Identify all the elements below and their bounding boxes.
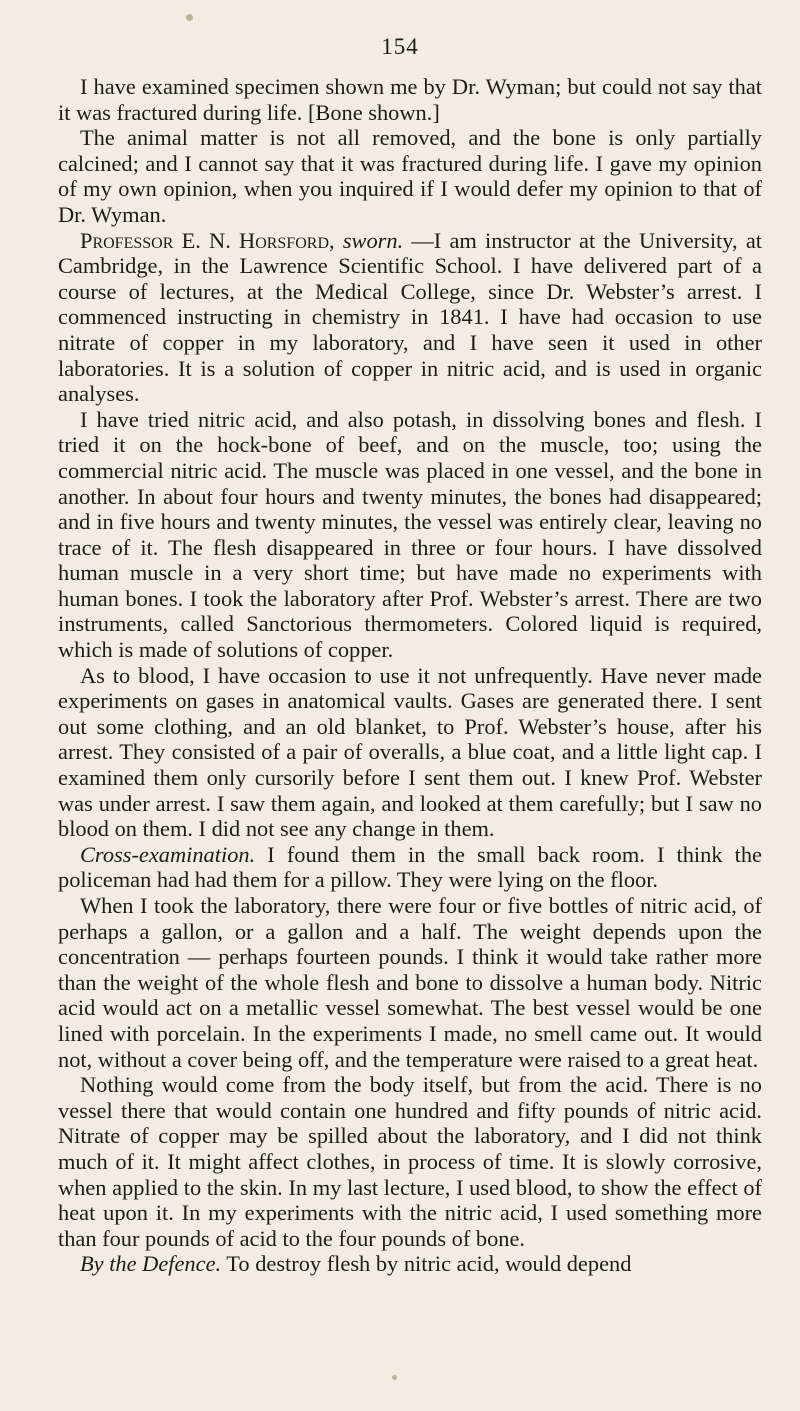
speaker-name: Professor E. N. Horsford, [80, 227, 335, 253]
paragraph: I have tried nitric acid, and also potash, in dissolving bones and flesh. I tried it on the hock-bone of beef, and on the muscle, too; using the commercial nitric acid. The muscle was placed in one vessel, and the bone in another. In about four hours and twenty minutes, the bones had disappeared; and in five hours and twenty minutes, the vessel was entirely clear, leaving no trace of it. The flesh disappeared in three or four hours. I have dissolved human muscle in a very short time; but have made no experiments with human bones. I took the laboratory after Prof. Webster’s arrest. There are two instruments, called Sanctorious thermometers. Colored liquid is required, which is made of solutions of copper. [58, 406, 762, 663]
foxing-spot [186, 14, 193, 21]
paragraph: As to blood, I have occasion to use it not unfrequently. Have never made experiments on gases in anatomical vaults. Gases are generated there. I sent out some clothing, and an old blanket, to Prof. Webster’s house, after his arrest. They consisted of a pair of overalls, a blue coat, and a little light cap. I examined them only cursorily before I sent them out. I knew Prof. Webster was under arrest. I saw them again, and looked at them carefully; but I saw no blood on them. I did not see any change in them. [58, 662, 762, 842]
paragraph: Nothing would come from the body itself, but from the acid. There is no vessel there that would contain one hundred and fifty pounds of nitric acid. Nitrate of copper may be spilled about the laboratory, and I did not think much of it. It might affect clothes, in process of time. It is slowly corrosive, when applied to the skin. In my last lecture, I used blood, to show the effect of heat upon it. In my experiments with the nitric acid, I used something more than four pounds of acid to the four pounds of bone. [58, 1072, 762, 1251]
body-text [58, 74, 762, 1277]
paragraph: Professor E. N. Horsford, sworn. —I am instructor at the University, at Cambridge, in the Lawrence Scientific School. I have delivered part of a course of lectures, at the Medical College, since Dr. Webster’s arrest. I commenced instructing in chemistry in 1841. I have had occasion to use nitrate of copper in my laboratory, and I have seen it used in other laboratories. It is a solution of copper in nitric acid, and is used in organic analyses. [58, 227, 762, 407]
paragraph: Cross-examination. I found them in the small back room. I think the policeman had had them for a pillow. They were lying on the floor. [58, 841, 762, 893]
sworn-label: sworn. [342, 227, 404, 253]
section-label: Cross-examination. [80, 841, 256, 867]
paragraph: The animal matter is not all removed, and the bone is only partially calcined; and I cannot say that it was fractured during life. I gave my opinion of my own opinion, when you inquired if I would defer my opinion to that of Dr. Wyman. [58, 125, 762, 227]
page-number: 154 [381, 34, 419, 59]
paragraph: When I took the laboratory, there were four or five bottles of nitric acid, of perhaps a gallon, or a gallon and a half. The weight depends upon the concentration — perhaps fourteen pounds. I think it would take rather more than the weight of the whole flesh and bone to dissolve a human body. Nitric acid would act on a metallic vessel somewhat. The best vessel would be one lined with porcelain. In the experiments I made, no smell came out. It would not, without a cover being off, and the temperature were raised to a great heat. [58, 893, 762, 1072]
foxing-spot [392, 1375, 397, 1380]
paragraph: By the Defence. To destroy flesh by nitric acid, would depend [80, 1251, 632, 1277]
section-label: By the Defence. [80, 1251, 222, 1277]
paragraph: I have examined specimen shown me by Dr. Wyman; but could not say that it was fractured during life. [Bone shown.] [58, 74, 762, 125]
